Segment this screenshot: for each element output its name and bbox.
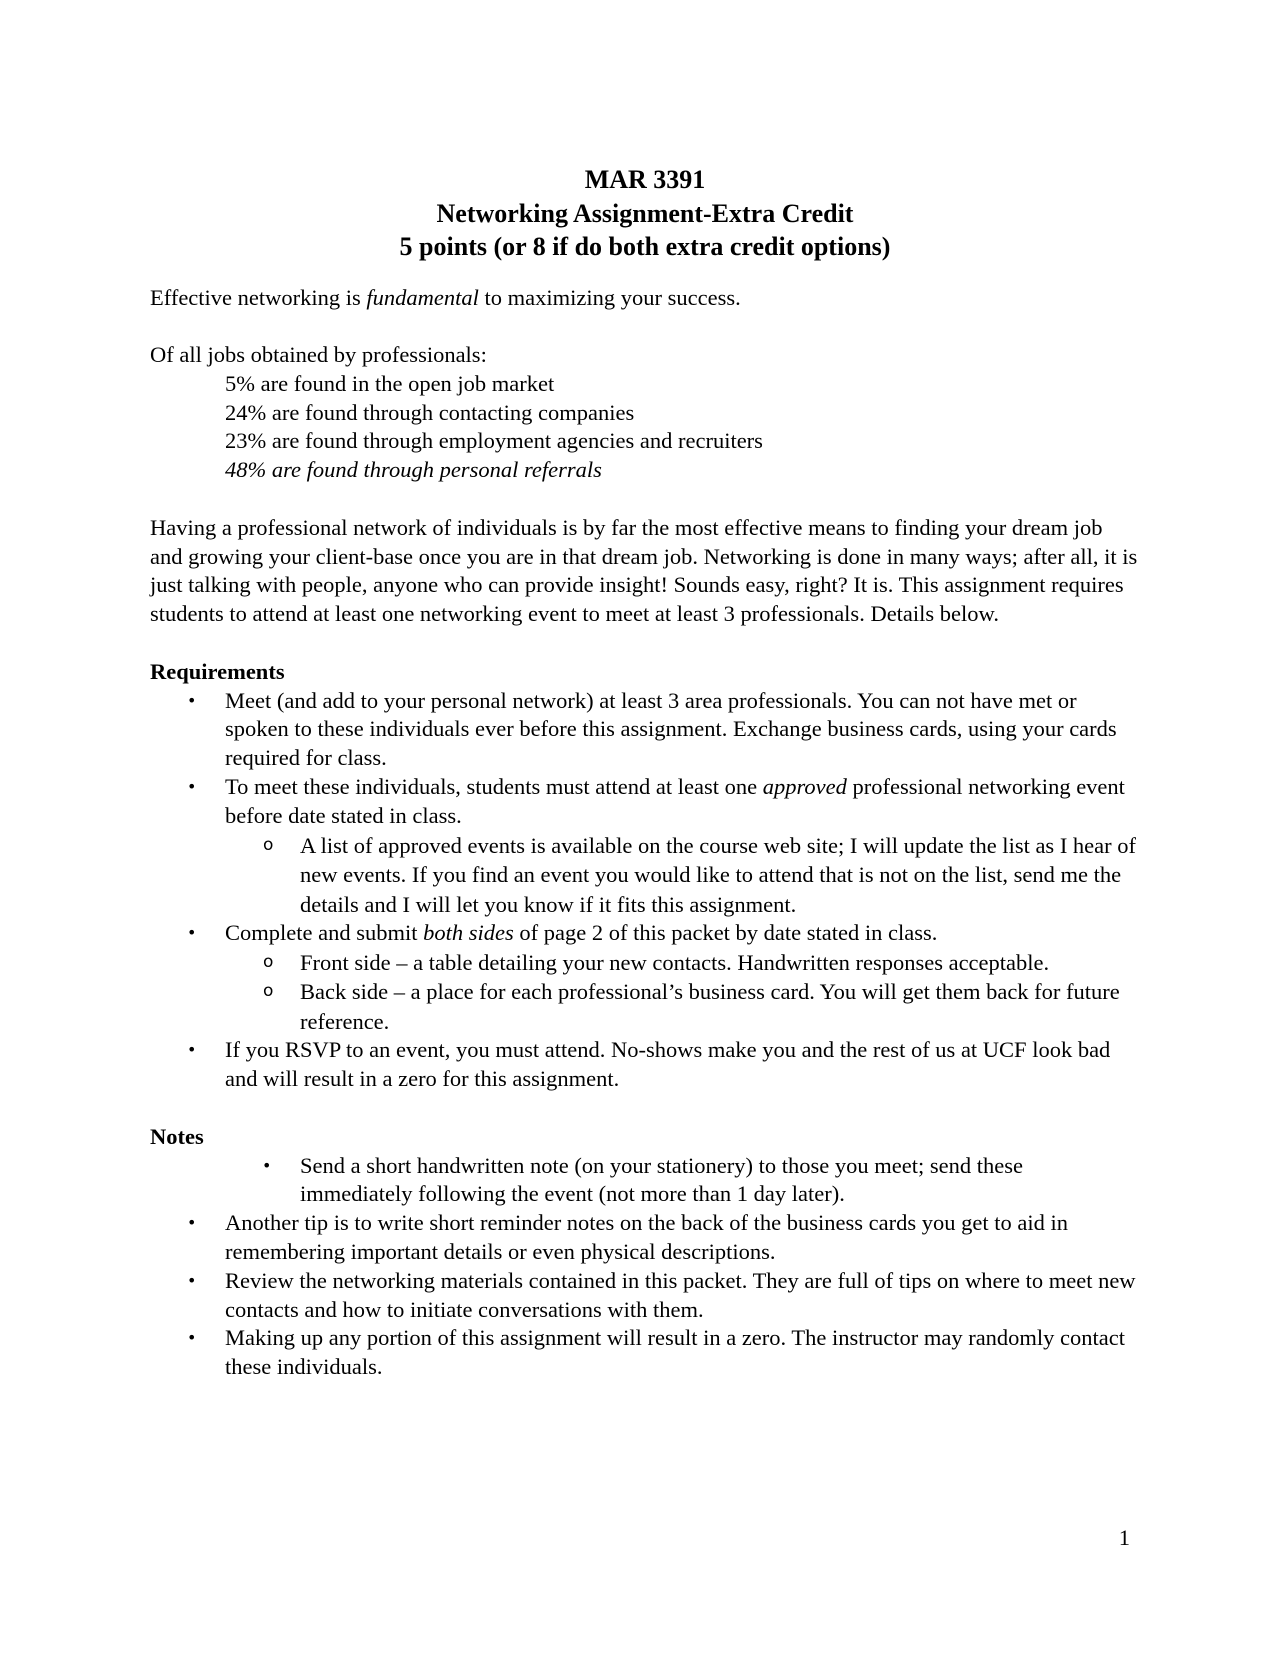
list-item — [150, 1324, 1140, 1382]
spacer — [150, 485, 1140, 514]
sub-item-text: A list of approved events is available on the course web site; I will update the list as I hear of new events. If you find an event you would like to attend that is not on the list, send me the details and I will let you know if it fits this assignment. — [300, 832, 1137, 917]
assignment-title: Networking Assignment-Extra Credit — [436, 198, 854, 228]
notes-heading: Notes — [150, 1123, 204, 1149]
intro-emphasis: fundamental — [366, 284, 479, 310]
sub-item-text: Back side – a place for each professional’s business card. You will get them back for future reference. — [300, 979, 1120, 1034]
list-item — [150, 1209, 1140, 1267]
points-subtitle: 5 points (or 8 if do both extra credit options) — [399, 232, 891, 261]
note-text: Making up any portion of this assignment will result in a zero. The instructor may randomly contact these individuals. — [225, 1325, 1126, 1380]
stat-item: 24% are found through contacting companies — [225, 399, 635, 425]
bullet-icon: • — [187, 1270, 197, 1290]
list-item — [150, 919, 1140, 1036]
bullet-icon: • — [187, 690, 197, 710]
sub-list-item — [225, 948, 1140, 978]
intro-line — [150, 284, 1140, 313]
page-number: 1 — [1118, 1525, 1130, 1550]
spacer — [150, 312, 1140, 341]
page-content — [150, 163, 1140, 1382]
sub-list — [225, 831, 1140, 920]
note-text: Review the networking materials contained in this packet. They are full of tips on where to meet new contacts and how to initiate conversations with them. — [225, 1267, 1136, 1322]
course-title: MAR 3391 — [584, 165, 706, 194]
title-block — [150, 163, 1140, 264]
requirement-text-after: professional networking event before date stated in class. — [225, 774, 1125, 828]
sub-list — [225, 948, 1140, 1037]
requirements-heading: Requirements — [150, 658, 285, 684]
bullet-icon: • — [262, 1155, 272, 1175]
requirement-emphasis: both sides — [423, 920, 514, 946]
requirement-text: Meet (and add to your personal network) at least 3 area professionals. You can not have met or spoken to these individuals ever before this assignment. Exchange business cards, using your cards required for class. — [225, 687, 1117, 771]
requirements-list — [150, 687, 1140, 1094]
requirement-text-after: of page 2 of this packet by date stated in class. — [513, 920, 938, 946]
sub-list-item — [225, 977, 1140, 1036]
stats-lead: Of all jobs obtained by professionals: — [150, 342, 487, 368]
spacer — [150, 629, 1140, 658]
body-paragraph: Having a professional network of individuals is by far the most effective means to finding your dream job and growing your client-base once you are in that dream job. Networking is done in many ways; after all, it is just talking with people, anyone who can provide insight! Sounds easy, right? It is. This assignment requires students to attend at least one networking event to meet at least 3 professionals. Details below. — [150, 514, 1138, 627]
notes-list — [150, 1152, 1140, 1382]
requirement-emphasis: approved — [762, 774, 847, 800]
bullet-icon: • — [187, 1328, 197, 1348]
note-text: Another tip is to write short reminder notes on the back of the business cards you get to aid in remembering important details or even physical descriptions. — [225, 1210, 1068, 1265]
intro-text-after: to maximizing your success. — [478, 284, 741, 310]
requirement-text: If you RSVP to an event, you must attend. No-shows make you and the rest of us at UCF look bad and will result in a zero for this assignment. — [225, 1037, 1111, 1092]
list-item — [150, 687, 1140, 773]
stat-item: 5% are found in the open job market — [225, 370, 555, 396]
circle-bullet-icon: o — [263, 834, 274, 855]
list-item — [150, 1036, 1140, 1094]
intro-text-before: Effective networking is — [150, 284, 367, 310]
requirement-text-before: To meet these individuals, students must attend at least one — [225, 774, 763, 800]
list-item — [150, 773, 1140, 919]
stat-item-highlight: 48% are found through personal referrals — [225, 457, 602, 483]
note-text: Send a short handwritten note (on your stationery) to those you meet; send these immediately following the event (not more than 1 day later). — [300, 1152, 1023, 1207]
bullet-icon: • — [187, 777, 197, 797]
circle-bullet-icon: o — [263, 951, 274, 972]
bullet-icon: • — [187, 1040, 197, 1060]
stat-item: 23% are found through employment agencies and recruiters — [225, 428, 763, 454]
spacer — [150, 1094, 1140, 1123]
bullet-icon: • — [187, 1213, 197, 1233]
list-item — [150, 1267, 1140, 1325]
sub-item-text: Front side – a table detailing your new contacts. Handwritten responses acceptable. — [300, 949, 1050, 975]
bullet-icon: • — [187, 923, 197, 943]
requirement-text-before: Complete and submit — [225, 920, 424, 946]
list-item — [150, 1152, 1140, 1210]
sub-list-item — [225, 831, 1140, 920]
circle-bullet-icon: o — [263, 981, 274, 1002]
